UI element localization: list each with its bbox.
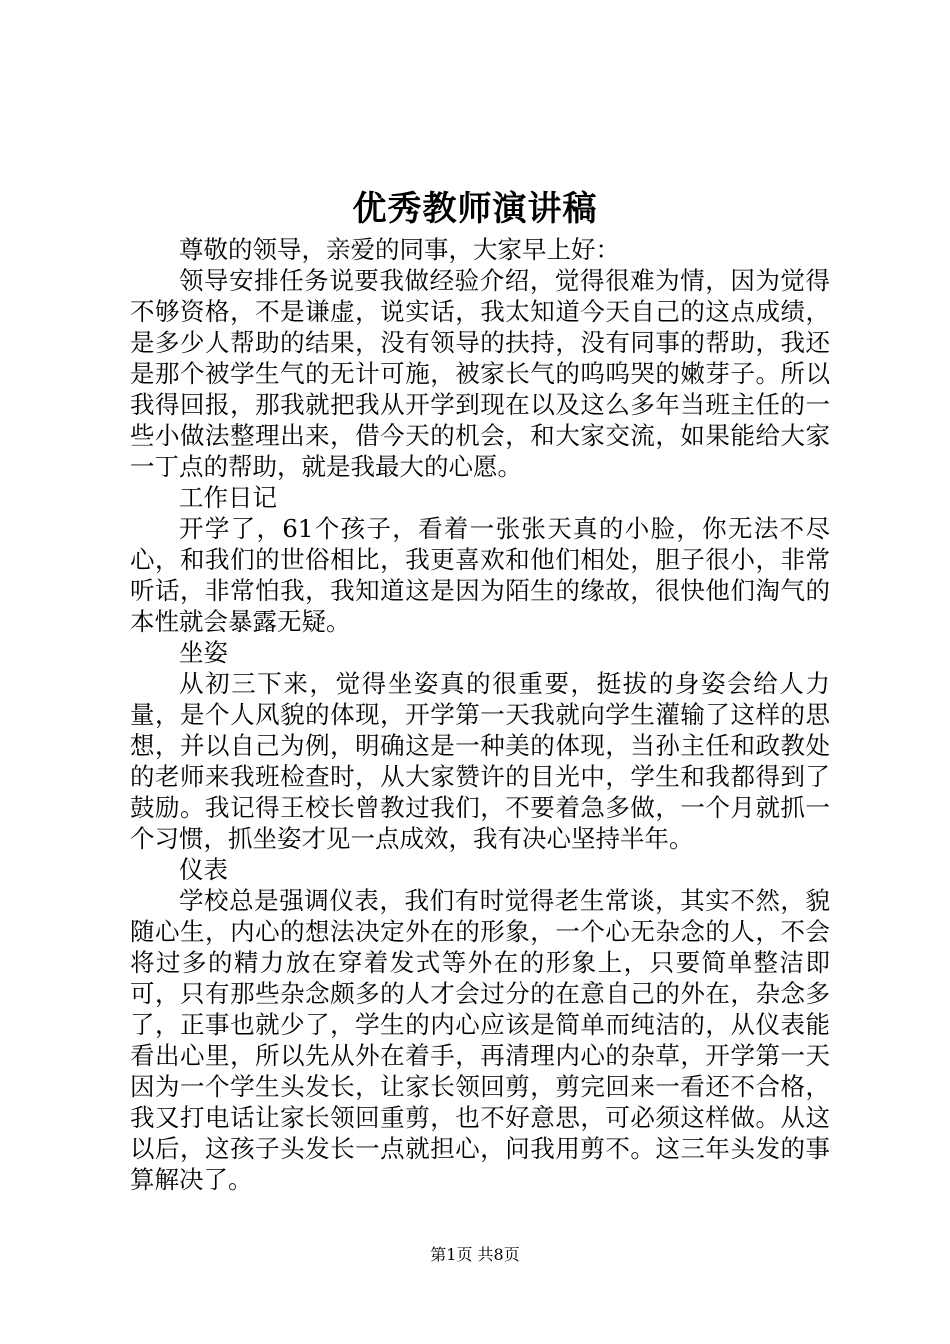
paragraph-posture: 从初三下来，觉得坐姿真的很重要，挺拔的身姿会给人力量，是个人风貌的体现，开学第一天我就向学生灌输了这样的思想，并以自己为例，明确这是一种美的体现，当孙主任和政教处的老师来我班检查时，从大家赞许的目光中，学生和我都得到了鼓励。我记得王校长曾教过我们，不要着急多做，一个月就抓一个习惯，抓坐姿才见一点成效，我有决心坚持半年。 [130, 669, 830, 853]
document-body [130, 234, 830, 1195]
paragraph-work-diary: 开学了，61个孩子，看着一张张天真的小脸，你无法不尽心，和我们的世俗相比，我更喜欢和他们相处，胆子很小，非常听话，非常怕我，我知道这是因为陌生的缘故，很快他们淘气的本性就会暴露无疑。 [130, 514, 830, 636]
section-heading-appearance: 仪表 [179, 855, 228, 884]
section-heading-work-diary: 工作日记 [179, 483, 277, 512]
paragraph-greeting: 尊敬的领导，亲爱的同事，大家早上好： [179, 235, 620, 264]
section-heading-posture: 坐姿 [179, 638, 228, 667]
paragraph-appearance: 学校总是强调仪表，我们有时觉得老生常谈，其实不然，貌随心生，内心的想法决定外在的形象，一个心无杂念的人，不会将过多的精力放在穿着发式等外在的形象上，只要简单整洁即可，只有那些杂念颇多的人才会过分的在意自己的外在，杂念多了，正事也就少了，学生的内心应该是简单而纯洁的，从仪表能看出心里，所以先从外在着手，再清理内心的杂草，开学第一天因为一个学生头发长，让家长领回剪，剪完回来一看还不合格，我又打电话让家长领回重剪，也不好意思，可必须这样做。从这以后，这孩子头发长一点就担心，问我用剪不。这三年头发的事算解决了。 [130, 886, 830, 1194]
page-number-footer: 第1页 共8页 [430, 1245, 520, 1264]
paragraph-intro: 领导安排任务说要我做经验介绍，觉得很难为情，因为觉得不够资格，不是谦虚，说实话，我太知道今天自己的这点成绩，是多少人帮助的结果，没有领导的扶持，没有同事的帮助，我还是那个被学生气的无计可施，被家长气的呜呜哭的嫩芽子。所以我得回报，那我就把我从开学到现在以及这么多年当班主任的一些小做法整理出来，借今天的机会，和大家交流，如果能给大家一丁点的帮助，就是我最大的心愿。 [130, 266, 830, 481]
document-title: 优秀教师演讲稿 [352, 189, 598, 229]
